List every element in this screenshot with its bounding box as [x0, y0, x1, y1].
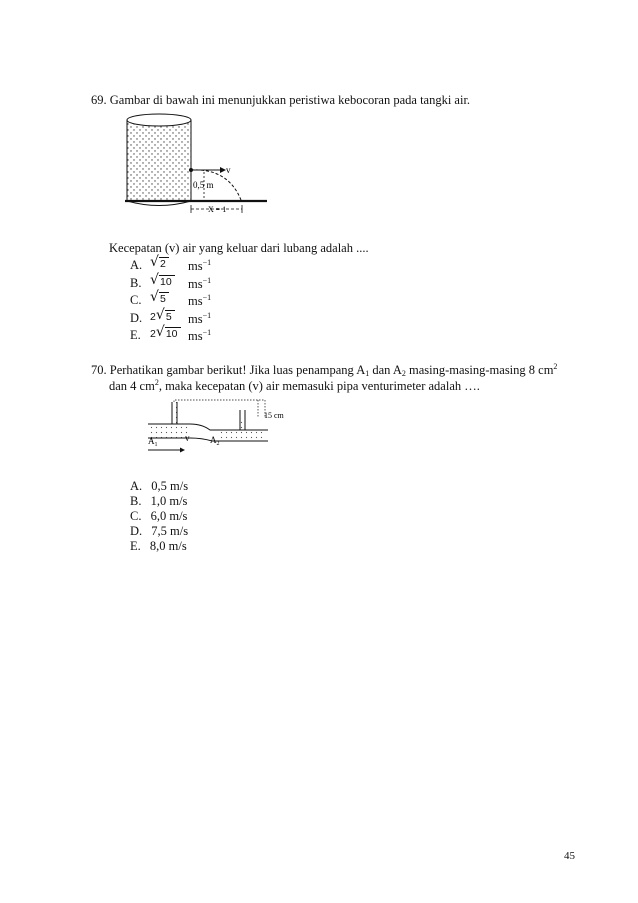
- option-e[interactable]: [130, 328, 141, 343]
- option-c-value: √ 5: [150, 291, 169, 306]
- venturimeter-figure: [140, 396, 300, 458]
- page-number: 45: [564, 850, 575, 862]
- question-69: [91, 93, 470, 108]
- option-text: 0,5 m/s: [151, 479, 189, 493]
- option-b[interactable]: [130, 276, 141, 291]
- option-text: 6,0 m/s: [150, 509, 188, 523]
- option-d-unit: $ms^{-1}$: [188, 311, 212, 326]
- option-letter: C.: [130, 293, 142, 307]
- option-d-value: 2 √ 5: [150, 309, 175, 324]
- label-x: X = 1: [208, 205, 227, 214]
- option-e-value: 2 √ 10: [150, 326, 181, 341]
- option-letter: E.: [130, 328, 141, 342]
- option-text: 8,0 m/s: [149, 539, 187, 553]
- label-a2: $A_2$: [210, 435, 220, 447]
- option-letter: B.: [130, 276, 142, 290]
- option-c-unit: $ms^{-1}$: [188, 293, 212, 308]
- option-letter: C.: [130, 509, 142, 523]
- question-number: 69.: [91, 93, 107, 107]
- label-height: 0,5 m: [193, 180, 214, 190]
- option-b[interactable]: [130, 494, 187, 509]
- option-c[interactable]: [130, 509, 187, 524]
- option-a-value: √ 2: [150, 256, 169, 271]
- option-d[interactable]: [130, 524, 188, 539]
- option-d[interactable]: [130, 311, 142, 326]
- option-c[interactable]: [130, 293, 141, 308]
- option-a[interactable]: [130, 258, 142, 273]
- option-letter: D.: [130, 524, 143, 538]
- option-text: 1,0 m/s: [150, 494, 188, 508]
- water-tank: [127, 114, 191, 206]
- question-text: Gambar di bawah ini menunjukkan peristiwa kebocoran pada tangki air.: [109, 93, 471, 107]
- option-b-unit: $ms^{-1}$: [188, 276, 212, 291]
- label-15cm: 15 cm: [264, 411, 284, 420]
- option-letter: A.: [130, 258, 143, 272]
- question-70-line1: 70. Perhatikan gambar berikut! Jika luas penampang $A_1$ dan $A_2$ masing-masing-masing 8 $cm^2$: [91, 362, 558, 378]
- option-letter: B.: [130, 494, 142, 508]
- option-a-unit: $ms^{-1}$: [188, 258, 212, 273]
- option-letter: A.: [130, 479, 143, 493]
- question-number: 70.: [91, 363, 107, 377]
- label-v: v: [185, 433, 190, 443]
- question-prompt: Kecepatan (v) air yang keluar dari lubang adalah ....: [109, 241, 369, 255]
- option-text: 7,5 m/s: [151, 524, 189, 538]
- label-v: v: [226, 165, 231, 175]
- option-b-value: √ 10: [150, 274, 175, 289]
- tank-leak-figure: [120, 110, 280, 215]
- question-70-line2: dan 4 $cm^2$, maka kecepatan (v) air memasuki pipa venturimeter adalah ….: [109, 378, 480, 393]
- option-a[interactable]: [130, 479, 188, 494]
- option-letter: D.: [130, 311, 143, 325]
- option-letter: E.: [130, 539, 141, 553]
- option-e[interactable]: [130, 539, 187, 554]
- option-e-unit: $ms^{-1}$: [188, 328, 212, 343]
- label-a1: $A_1$: [148, 436, 158, 448]
